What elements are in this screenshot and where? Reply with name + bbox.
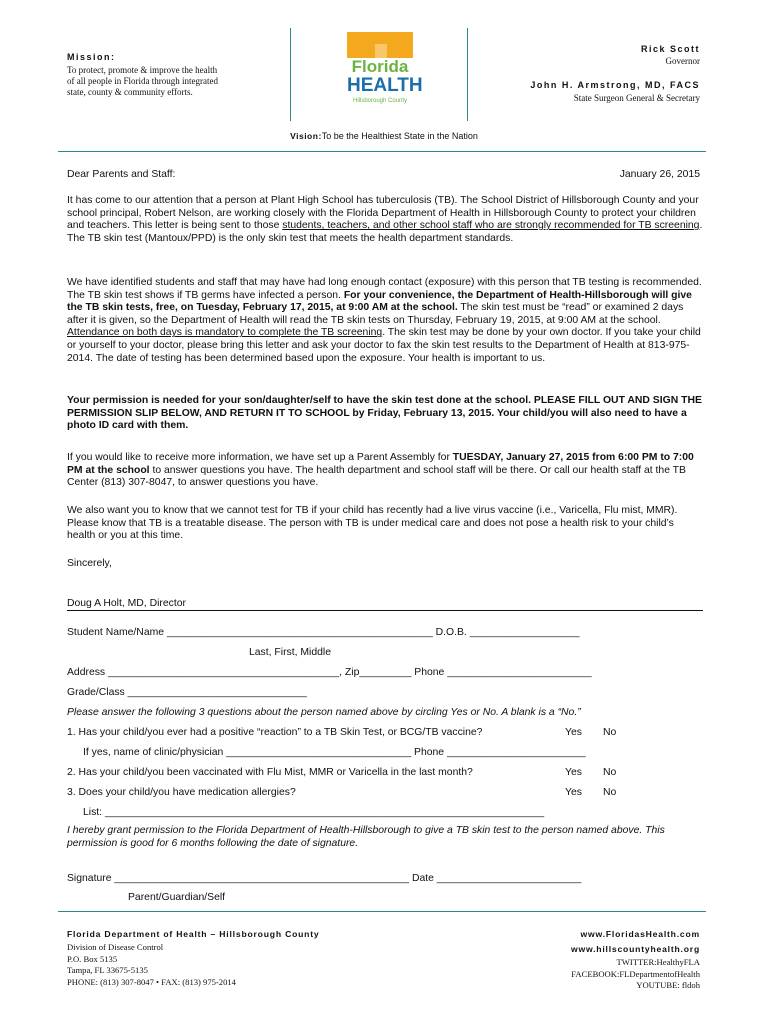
footer-dept: Florida Department of Health – Hillsborough County (67, 929, 320, 939)
footer-rule (58, 911, 706, 912)
officials-block (460, 44, 700, 104)
footer-po-box: P.O. Box 5135 (67, 953, 118, 964)
logo-county-text: Hillsborough County (352, 98, 408, 104)
closing: Sincerely, (67, 558, 112, 569)
p2-underlined: Attendance on both days is mandatory to complete the TB screening (67, 327, 383, 339)
logo-health-text: HEALTH (347, 75, 423, 96)
p1-text-b: . The TB skin test (Mantoux/PPD) is the only skin test that meets the health department standards. (67, 220, 703, 244)
question-2: 2. Has your child/you been vaccinated with Flu Mist, MMR or Varicella in the last month? (67, 767, 473, 778)
vision-line (0, 131, 768, 142)
paragraph-5: We also want you to know that we cannot test for TB if your child has recently had a live virus vaccine (i.e., Varicella, Flu mist, MMR). Please know that TB is a treatable disease. The person with TB is under medical care and does not pose a health risk to your child’s health or you at this time. (67, 505, 678, 542)
p1-text-a: It has come to our attention that a person at Plant High School has tuberculosis (TB). The School District of Hillsborough County and your school principal, Robert Nelson, are working closely with the Florida Department of Health in Hillsborough County to protect your children and teachers. This letter is being sent to those (67, 195, 699, 232)
surgeon-title: State Surgeon General & Secretary (573, 93, 700, 103)
salutation: Dear Parents and Staff: (67, 169, 176, 180)
allergy-list-field[interactable]: List: ____________________________________________________________________________ (83, 807, 545, 818)
mission-block (67, 52, 267, 98)
p2-text-a: We have identified students and staff that may have had long enough contact (exposure) with this person that TB testing is recommended. The TB skin test shows if TB germs have infected a person. (67, 277, 702, 301)
footer-phone: PHONE: (813) 307-8047 • FAX: (813) 975-2014 (67, 976, 236, 987)
p2-text-b: The skin test must be “read” or examined 2 days after it is given, so the Department of Health will read the TB skin tests on Thursday, February 19, 2015, at 9:00 AM at the school. (67, 302, 684, 326)
signature-field[interactable]: Signature ___________________________________________________ Date _________________________ (67, 873, 582, 884)
paragraph-4 (67, 452, 703, 490)
grade-field[interactable]: Grade/Class _______________________________ (67, 687, 307, 698)
mission-line: state, county & community efforts. (67, 87, 193, 97)
governor-title: Governor (665, 56, 700, 66)
logo-florida-text: Florida (351, 57, 409, 76)
mission-line: To protect, promote & improve the health (67, 65, 218, 75)
governor-name: Rick Scott (640, 44, 700, 54)
student-name-hint: Last, First, Middle (249, 647, 331, 658)
letter-date: January 26, 2015 (619, 169, 700, 180)
paragraph-1 (67, 195, 703, 245)
p2-bold: For your convenience, the Department of Health-Hillsborough will give the TB skin tests, free, on Tuesday, February 17, 2015, at 9:00 AM at the school. (67, 289, 692, 314)
footer-website-state[interactable]: www.FloridasHealth.com (580, 929, 700, 939)
p1-underlined: students, teachers, and other school staff who are strongly recommended for TB screening (282, 220, 700, 232)
signature-hint: Parent/Guardian/Self (128, 892, 226, 903)
question-3-no[interactable]: No (603, 787, 617, 798)
grant-statement: I hereby grant permission to the Florida Department of Health-Hillsborough to give a TB skin test to the person named above. This permission is good for 6 months following the date of signature. (67, 825, 665, 849)
clinic-field[interactable]: If yes, name of clinic/physician ________________________________ Phone ________________________ (83, 747, 586, 758)
vision-text: To be the Healthiest State in the Nation (321, 131, 478, 141)
florida-health-logo (347, 32, 423, 122)
footer-address-block (67, 929, 397, 988)
footer-city: Tampa, FL 33675-5135 (67, 965, 148, 975)
signer-rule (67, 610, 703, 611)
footer-web-block (440, 927, 700, 992)
footer-division: Division of Disease Control (67, 942, 164, 952)
footer-website-county[interactable]: www.hillscountyhealth.org (570, 944, 700, 954)
paragraph-3: Your permission is needed for your son/daughter/self to have the skin test done at the school. PLEASE FILL OUT AND SIGN THE PERMISSION SLIP BELOW, AND RETURN IT TO SCHOOL by Friday, February 13, 2015. Your child/you will also need to have a photo ID card with them. (67, 395, 702, 432)
question-1: 1. Has your child/you ever had a positive “reaction” to a TB Skin Test, or BCG/TB vaccine? (67, 727, 483, 738)
surgeon-name: John H. Armstrong, MD, FACS (530, 80, 700, 90)
questions-instructions: Please answer the following 3 questions about the person named above by circling Yes or No. A blank is a “No.” (67, 707, 581, 718)
paragraph-2 (67, 277, 703, 365)
p4-text-a: If you would like to receive more information, we have set up a Parent Assembly for (67, 452, 453, 463)
question-3: 3. Does your child/you have medication allergies? (67, 787, 296, 798)
student-name-field[interactable]: Student Name/Name ______________________________________________ D.O.B. ___________________ (67, 627, 580, 638)
question-2-no[interactable]: No (603, 767, 617, 778)
p4-bold: TUESDAY, January 27, 2015 from 6:00 PM to 7:00 PM at the school (67, 452, 694, 476)
header-rule (58, 151, 706, 152)
question-3-yes[interactable]: Yes (565, 787, 582, 798)
footer-twitter[interactable]: TWITTER:HealthyFLA (616, 957, 700, 967)
footer-youtube[interactable]: YOUTUBE: fldoh (636, 980, 700, 990)
address-field[interactable]: Address ________________________________________, Zip_________ Phone _________________________ (67, 667, 592, 678)
footer-facebook[interactable]: FACEBOOK:FLDepartmentofHealth (571, 968, 700, 979)
vision-label: Vision: (290, 131, 322, 141)
question-1-no[interactable]: No (603, 727, 617, 738)
question-1-yes[interactable]: Yes (565, 727, 582, 738)
signer-name: Doug A Holt, MD, Director (67, 598, 186, 609)
p4-text-b: to answer questions you have. The health department and school staff will be there. Or call our health staff at the TB Center (813) 307-8047, to answer questions you have. (67, 464, 686, 489)
p2-text-c: . The skin test may be done by your own doctor. If you take your child or yourself to your doctor, please bring this letter and ask your doctor to fax the skin test results to the Department of Health at 813-975-2014. The date of testing has been determined based upon the exposure. Your health is important to us. (67, 327, 701, 364)
question-2-yes[interactable]: Yes (565, 767, 582, 778)
header-divider-left (290, 28, 291, 121)
mission-line: of all people in Florida through integrated (67, 76, 218, 86)
mission-title: Mission: (67, 52, 116, 62)
